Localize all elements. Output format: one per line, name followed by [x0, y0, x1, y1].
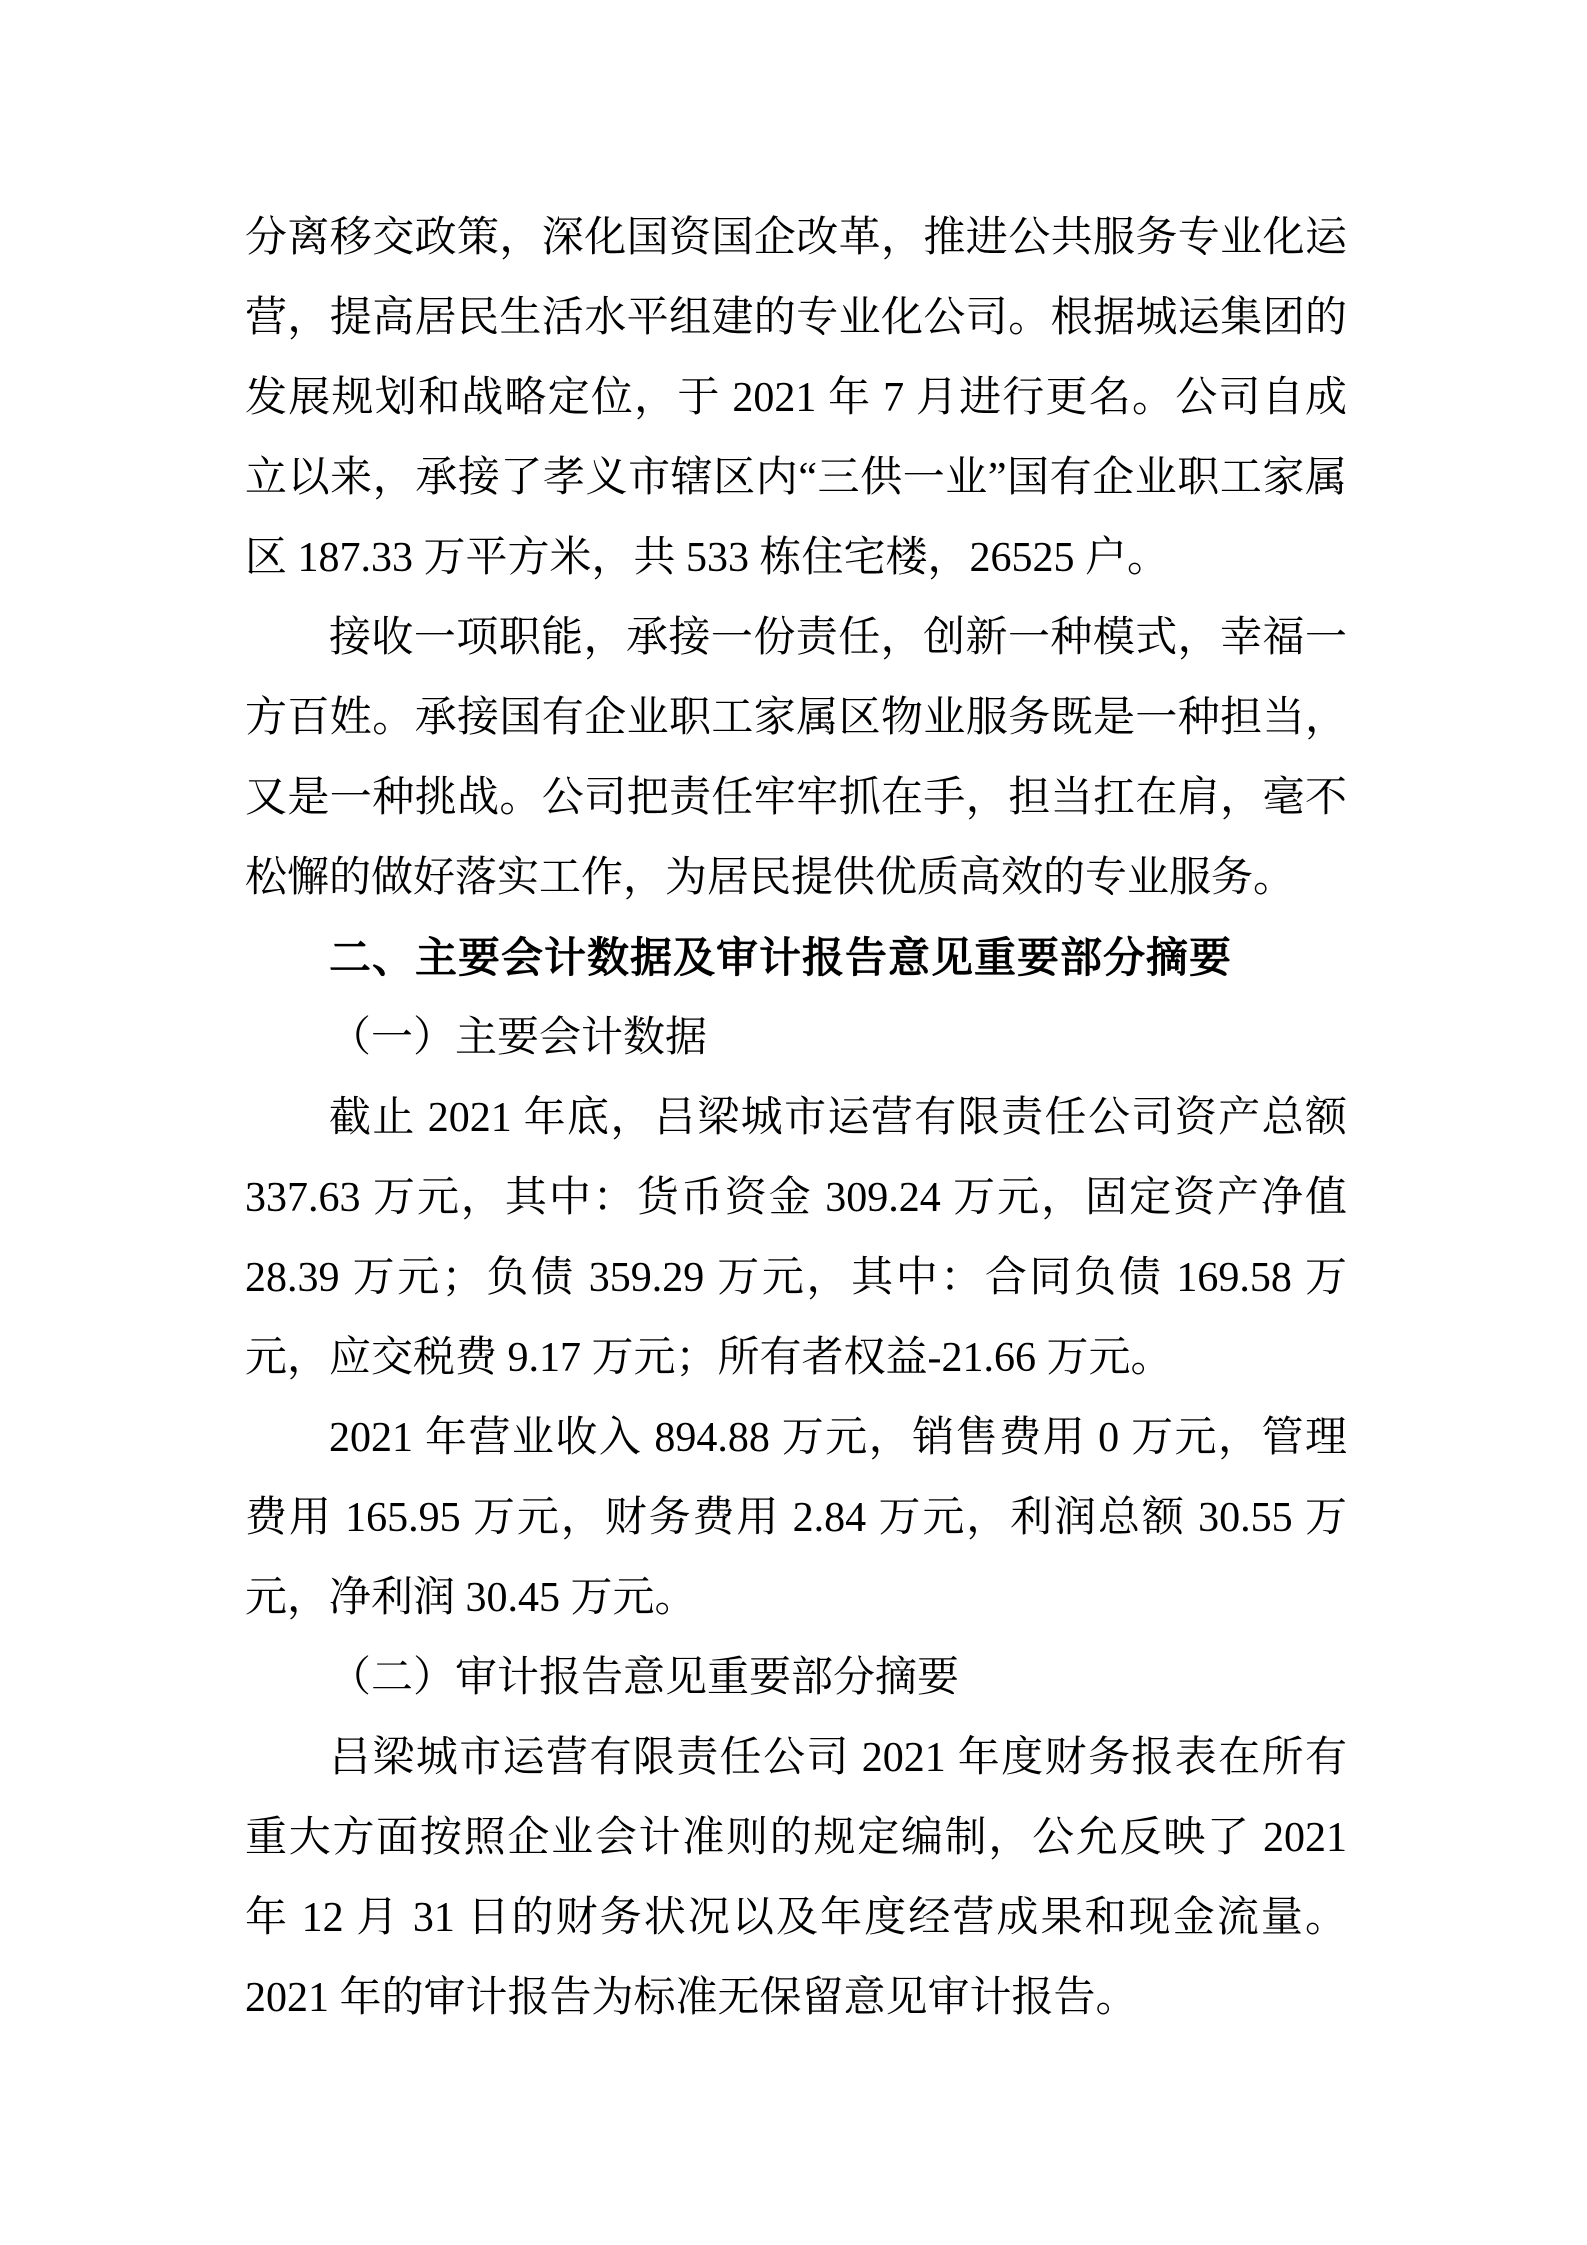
section-heading-accounting-and-audit-summary: 二、主要会计数据及审计报告意见重要部分摘要 [329, 934, 1233, 981]
subsection-heading-main-accounting-data: （一）主要会计数据 [329, 1015, 708, 1061]
paragraph-audit-opinion: 吕梁城市运营有限责任公司 2021 年度财务报表在所有重大方面按照企业会计准则的规定编制，公允反映了 2021 年 12 月 31 日的财务状况以及年度经营成果和现金流量。2021 年的审计报告为标准无保留意见审计报告。 [245, 1735, 1347, 2021]
paragraph-income-statement-data: 2021 年营业收入 894.88 万元，销售费用 0 万元，管理费用 165.95 万元，财务费用 2.84 万元，利润总额 30.55 万元，净利润 30.45 万元。 [245, 1415, 1347, 1621]
subsection-heading-audit-opinion-summary: （二）审计报告意见重要部分摘要 [329, 1655, 960, 1701]
document-body [245, 198, 1347, 2038]
paragraph-mission-statement: 接收一项职能，承接一份责任，创新一种模式，幸福一方百姓。承接国有企业职工家属区物业服务既是一种担当，又是一种挑战。公司把责任牢牢抓在手，担当扛在肩，毫不松懈的做好落实工作，为居民提供优质高效的专业服务。 [245, 615, 1347, 901]
paragraph-company-overview: 分离移交政策，深化国资国企改革，推进公共服务专业化运营，提高居民生活水平组建的专业化公司。根据城运集团的发展规划和战略定位，于 2021 年 7 月进行更名。公司自成立以来，承接了孝义市辖区内“三供一业”国有企业职工家属区 187.33 万平方米，共 533 栋住宅楼，26525 户。 [245, 215, 1347, 581]
paragraph-balance-sheet-data: 截止 2021 年底，吕梁城市运营有限责任公司资产总额 337.63 万元，其中：货币资金 309.24 万元，固定资产净值 28.39 万元；负债 359.29 万元，其中：合同负债 169.58 万元，应交税费 9.17 万元；所有者权益-21.66 万元。 [245, 1095, 1347, 1381]
